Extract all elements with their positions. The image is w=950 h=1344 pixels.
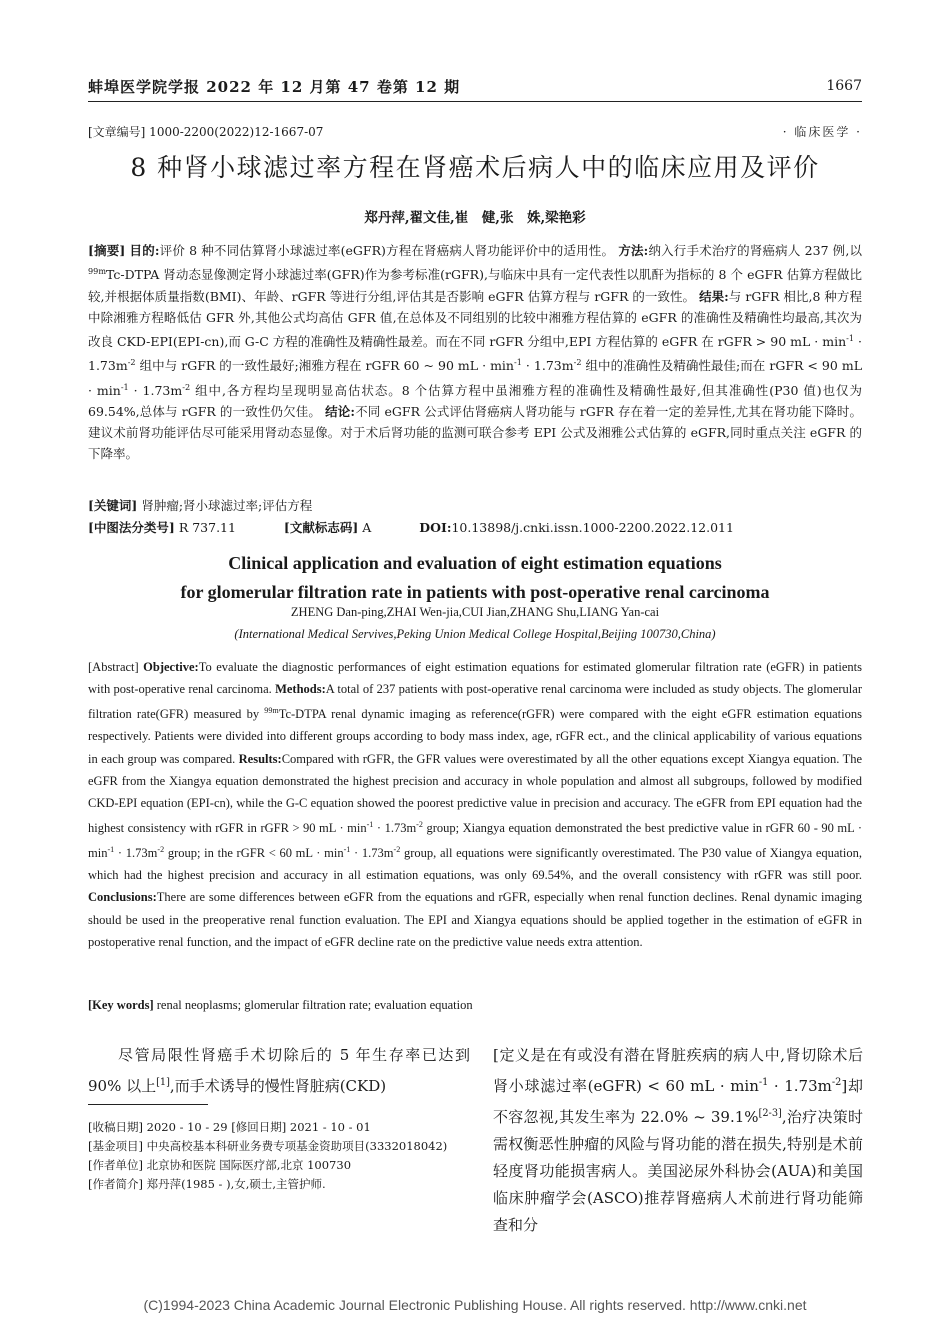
en-title	[0, 549, 950, 607]
cn-conclusions: 不同 eGFR 公式评估肾癌病人肾功能与 rGFR 存在着一定的差异性,尤其在肾功能下降时。建议术前肾功能评估尽可能采用肾动态显像。对于术后肾功能的监测可联合参考 EPI 公式及湘雅公式估算的 eGFR,同时重点关注 eGFR 的下降率。	[88, 404, 862, 462]
article-number: [文章编号] 1000-2200(2022)12-1667-07	[88, 125, 324, 139]
cn-authors: 郑丹萍,翟文佳,崔 健,张 姝,梁艳彩	[364, 210, 586, 226]
bio-label: [作者简介]	[88, 1177, 143, 1191]
cn-methods-sup: 99m	[88, 266, 107, 277]
cn-conclusions-label: 结论:	[325, 404, 356, 420]
en-results-c: group; Xiangya equation demonstrated the best predictive value in rGFR 60 - 90 mL · min	[88, 820, 862, 861]
cn-results-e: 组中的准确性及精确性最佳;而在 rGFR < 90 mL · min	[88, 358, 862, 398]
page-number: 1667	[826, 78, 862, 94]
body-sup: -1	[758, 1077, 769, 1088]
en-title-line: for glomerular filtration rate in patients with post-operative renal carcinoma	[180, 582, 770, 602]
cn-methods-pre: 纳入行手术治疗的肾癌病人 237 例,以	[648, 243, 862, 258]
en-results-f: · 1.73m	[350, 846, 394, 861]
cn-abstract	[88, 240, 862, 465]
footnote-unit	[88, 1156, 470, 1175]
cn-results-b: · 1.73m	[88, 334, 863, 374]
cn-results-g: 组中,各方程均呈现明显高估状态。8 个估算方程中虽湘雅方程的准确性及精确性最好,但其准确性(P30 值)也仅为 69.54%,总体与 rGFR 的一致性仍欠佳。	[88, 382, 862, 420]
en-sup: -2	[157, 845, 165, 855]
body-right-column	[493, 1042, 863, 1239]
body-right-text: · 1.73m	[768, 1077, 832, 1095]
body-right-text: ,治疗决策时需权衡恶性肿瘤的风险与肾功能的潜在损失,特别是术前轻度肾功能损害病人。美国泌尿外科协会(AUA)和美国临床肿瘤学会(ASCO)推荐肾癌病人术前进行肾功能筛查和分	[493, 1108, 863, 1234]
classification-line	[88, 518, 862, 536]
citation-ref: [2-3]	[758, 1108, 782, 1119]
doc-value: A	[362, 520, 372, 535]
en-objective-label: Objective:	[143, 660, 199, 674]
fund-value: 中央高校基本科研业务费专项基金资助项目(3332018042)	[146, 1139, 448, 1153]
en-methods-label: Methods:	[275, 682, 326, 697]
cn-sup: -2	[127, 357, 136, 368]
en-results-a: Compared with rGFR, the GFR values were overestimated by all the other equations except Xiangya equation. The eGFR from the Xiangya equation demonstrated the highest precision and accuracy in whole population and almost all subgroups, followed by modified CKD-EPI equation (EPI-cn), while the G-C equation showed the poorest predictive value in precision and accuracy. The eGFR from EPI equation had the highest consistency with rGFR in rGFR > 90 mL · min	[88, 751, 863, 835]
fund-label: [基金项目]	[88, 1139, 143, 1153]
en-objective: To evaluate the diagnostic performances of eight estimation equations for estimated glomerular filtration rate (eGFR) in patients with post-operative renal carcinoma.	[88, 660, 862, 697]
clc-value: R 737.11	[178, 520, 236, 535]
doc-label: [文献标志码]	[283, 520, 359, 535]
body-left-text: 尽管局限性肾癌手术切除后的 5 年生存率已达到 90% 以上	[88, 1046, 470, 1095]
cn-keywords	[88, 496, 862, 514]
cn-sup: -2	[573, 357, 582, 368]
en-sup: -1	[366, 819, 374, 829]
en-methods-post: Tc-DTPA renal dynamic imaging as reference(rGFR) were compared with the eight eGFR estimation equations respectively. Patients were divided into different groups according to body mass index, age, rGFR ect., and the clinical applicability of various equations in each group was compared.	[88, 707, 862, 766]
en-sup: -1	[107, 845, 115, 855]
cn-results-c: 组中与 rGFR 的一致性最好;湘雅方程在 rGFR 60 ~ 90 mL · min	[135, 358, 514, 374]
en-methods-pre: A total of 237 patients with post-operative renal carcinoma were included as study objects. The glomerular filtration rate(GFR) measured by	[88, 682, 862, 722]
footnote-fund	[88, 1137, 470, 1156]
header-rule	[88, 101, 862, 102]
citation-ref: [1]	[156, 1077, 170, 1088]
en-results-label: Results:	[238, 751, 282, 766]
received-date: 2020 - 10 - 29	[146, 1120, 228, 1134]
body-right-text: [定义是在有或没有潜在肾脏疾病的病人中,肾切除术后肾小球滤过率(eGFR) < 60 mL · min	[493, 1046, 863, 1095]
section-label: · 临床医学 ·	[782, 125, 862, 139]
body-right-text: ]却不容忽视,其发生率为 22.0% ~ 39.1%	[493, 1077, 863, 1126]
copyright-footer: (C)1994-2023 China Academic Journal Electronic Publishing House. All rights reserved. http://www.cnki.net	[143, 1297, 807, 1313]
footnote-bio	[88, 1175, 470, 1194]
journal-header: 蚌埠医学院学报 2022 年 12 月第 47 卷第 12 期	[88, 78, 461, 96]
revised-label: [修回日期]	[231, 1120, 287, 1134]
cn-results-d: · 1.73m	[521, 358, 574, 374]
cn-sup: -2	[182, 381, 191, 392]
en-results-b: · 1.73m	[373, 820, 417, 835]
cn-sup: -1	[846, 332, 855, 343]
cn-title: 8 种肾小球滤过率方程在肾癌术后病人中的临床应用及评价	[130, 153, 820, 182]
cn-results-a: 与 rGFR 相比,8 种方程中除湘雅方程略低估 GFR 外,其他公式均高估 GFR 值,在总体及不同组别的比较中湘雅方程估算的 eGFR 的准确性及精确性均最高,其次为改良 CKD-EPI(EPI-cn),而 G-C 方程的准确性及精确性最差。而在不同 rGFR 分组中,EPI 方程估算的 eGFR 在 rGFR > 90 mL · min	[88, 288, 862, 350]
en-keywords-label: [Key words]	[88, 998, 154, 1012]
en-methods-sup: 99m	[264, 706, 279, 716]
cn-sup: -1	[120, 381, 129, 392]
cn-methods-label: 方法:	[618, 243, 649, 258]
footnote-rule	[88, 1104, 208, 1105]
footnote-dates	[88, 1118, 470, 1137]
en-title-line: Clinical application and evaluation of eight estimation equations	[228, 553, 722, 573]
body-left-text: ,而手术诱导的慢性肾脏病(CKD)	[169, 1077, 387, 1095]
footnotes	[88, 1118, 470, 1194]
en-keywords	[88, 998, 862, 1013]
received-label: [收稿日期]	[88, 1120, 143, 1134]
en-sup: -1	[343, 845, 351, 855]
en-abstract	[88, 656, 862, 953]
en-affiliation: (International Medical Servives,Peking Union Medical College Hospital,Beijing 100730,China)	[234, 627, 716, 641]
cn-keywords-label: [关键词]	[88, 498, 138, 513]
doi-value: 10.13898/j.cnki.issn.1000-2200.2022.12.011	[451, 520, 734, 535]
cn-objective: 评价 8 种不同估算肾小球滤过率(eGFR)方程在肾癌病人肾功能评价中的适用性。	[159, 243, 615, 258]
en-results-e: group; in the rGFR < 60 mL · min	[164, 846, 344, 861]
unit-label: [作者单位]	[88, 1158, 143, 1172]
clc-label: [中图法分类号]	[88, 520, 175, 535]
en-sup: -2	[416, 819, 423, 829]
en-conclusions: There are some differences between eGFR from the equations and rGFR, especially when renal function declines. Renal dynamic imaging should be used in the preoperative renal function evaluation. The EPI and Xiangya equations should be applied together in the estimation of eGFR in postoperative renal function, and the impact of eGFR decline rate on the predictive value needs extra attention.	[88, 890, 862, 949]
bio-value: 郑丹萍(1985 - ),女,硕士,主管护师.	[146, 1177, 326, 1191]
cn-methods-post: Tc-DTPA 肾动态显像测定肾小球滤过率(GFR)作为参考标准(rGFR),与临床中具有一定代表性以肌酐为指标的 8 个 eGFR 估算方程做比较,并根据体质量指数(BMI)、年龄、rGFR 等进行分组,评估其是否影响 eGFR 估算方程与 rGFR 的一致性。	[88, 267, 862, 304]
cn-objective-label: 目的:	[129, 243, 160, 258]
cn-sup: -1	[513, 357, 522, 368]
en-abstract-label: [Abstract]	[88, 660, 139, 674]
cn-keywords-value: 肾肿瘤;肾小球滤过率;评估方程	[141, 498, 313, 513]
cn-results-label: 结果:	[699, 288, 729, 304]
en-keywords-value: renal neoplasms; glomerular filtration rate; evaluation equation	[156, 998, 473, 1012]
body-left-column	[88, 1042, 470, 1100]
cn-abstract-label: [摘要]	[88, 243, 126, 258]
body-sup: -2	[831, 1077, 842, 1088]
en-results-g: group, all equations were significantly overestimated. The P30 value of Xiangya equation, which had the highest precision and accuracy in all estimation equations, was only 69.54%, and the overall consistency with rGFR was still poor.	[88, 846, 862, 883]
en-results-d: · 1.73m	[114, 846, 158, 861]
en-authors: ZHENG Dan-ping,ZHAI Wen-jia,CUI Jian,ZHANG Shu,LIANG Yan-cai	[290, 605, 660, 619]
unit-value: 北京协和医院 国际医疗部,北京 100730	[146, 1158, 352, 1172]
en-conclusions-label: Conclusions:	[88, 890, 157, 905]
en-sup: -2	[393, 845, 401, 855]
doi-label: DOI:	[419, 520, 452, 535]
revised-date: 2021 - 10 - 01	[289, 1120, 371, 1134]
cn-results-f: · 1.73m	[128, 382, 183, 398]
